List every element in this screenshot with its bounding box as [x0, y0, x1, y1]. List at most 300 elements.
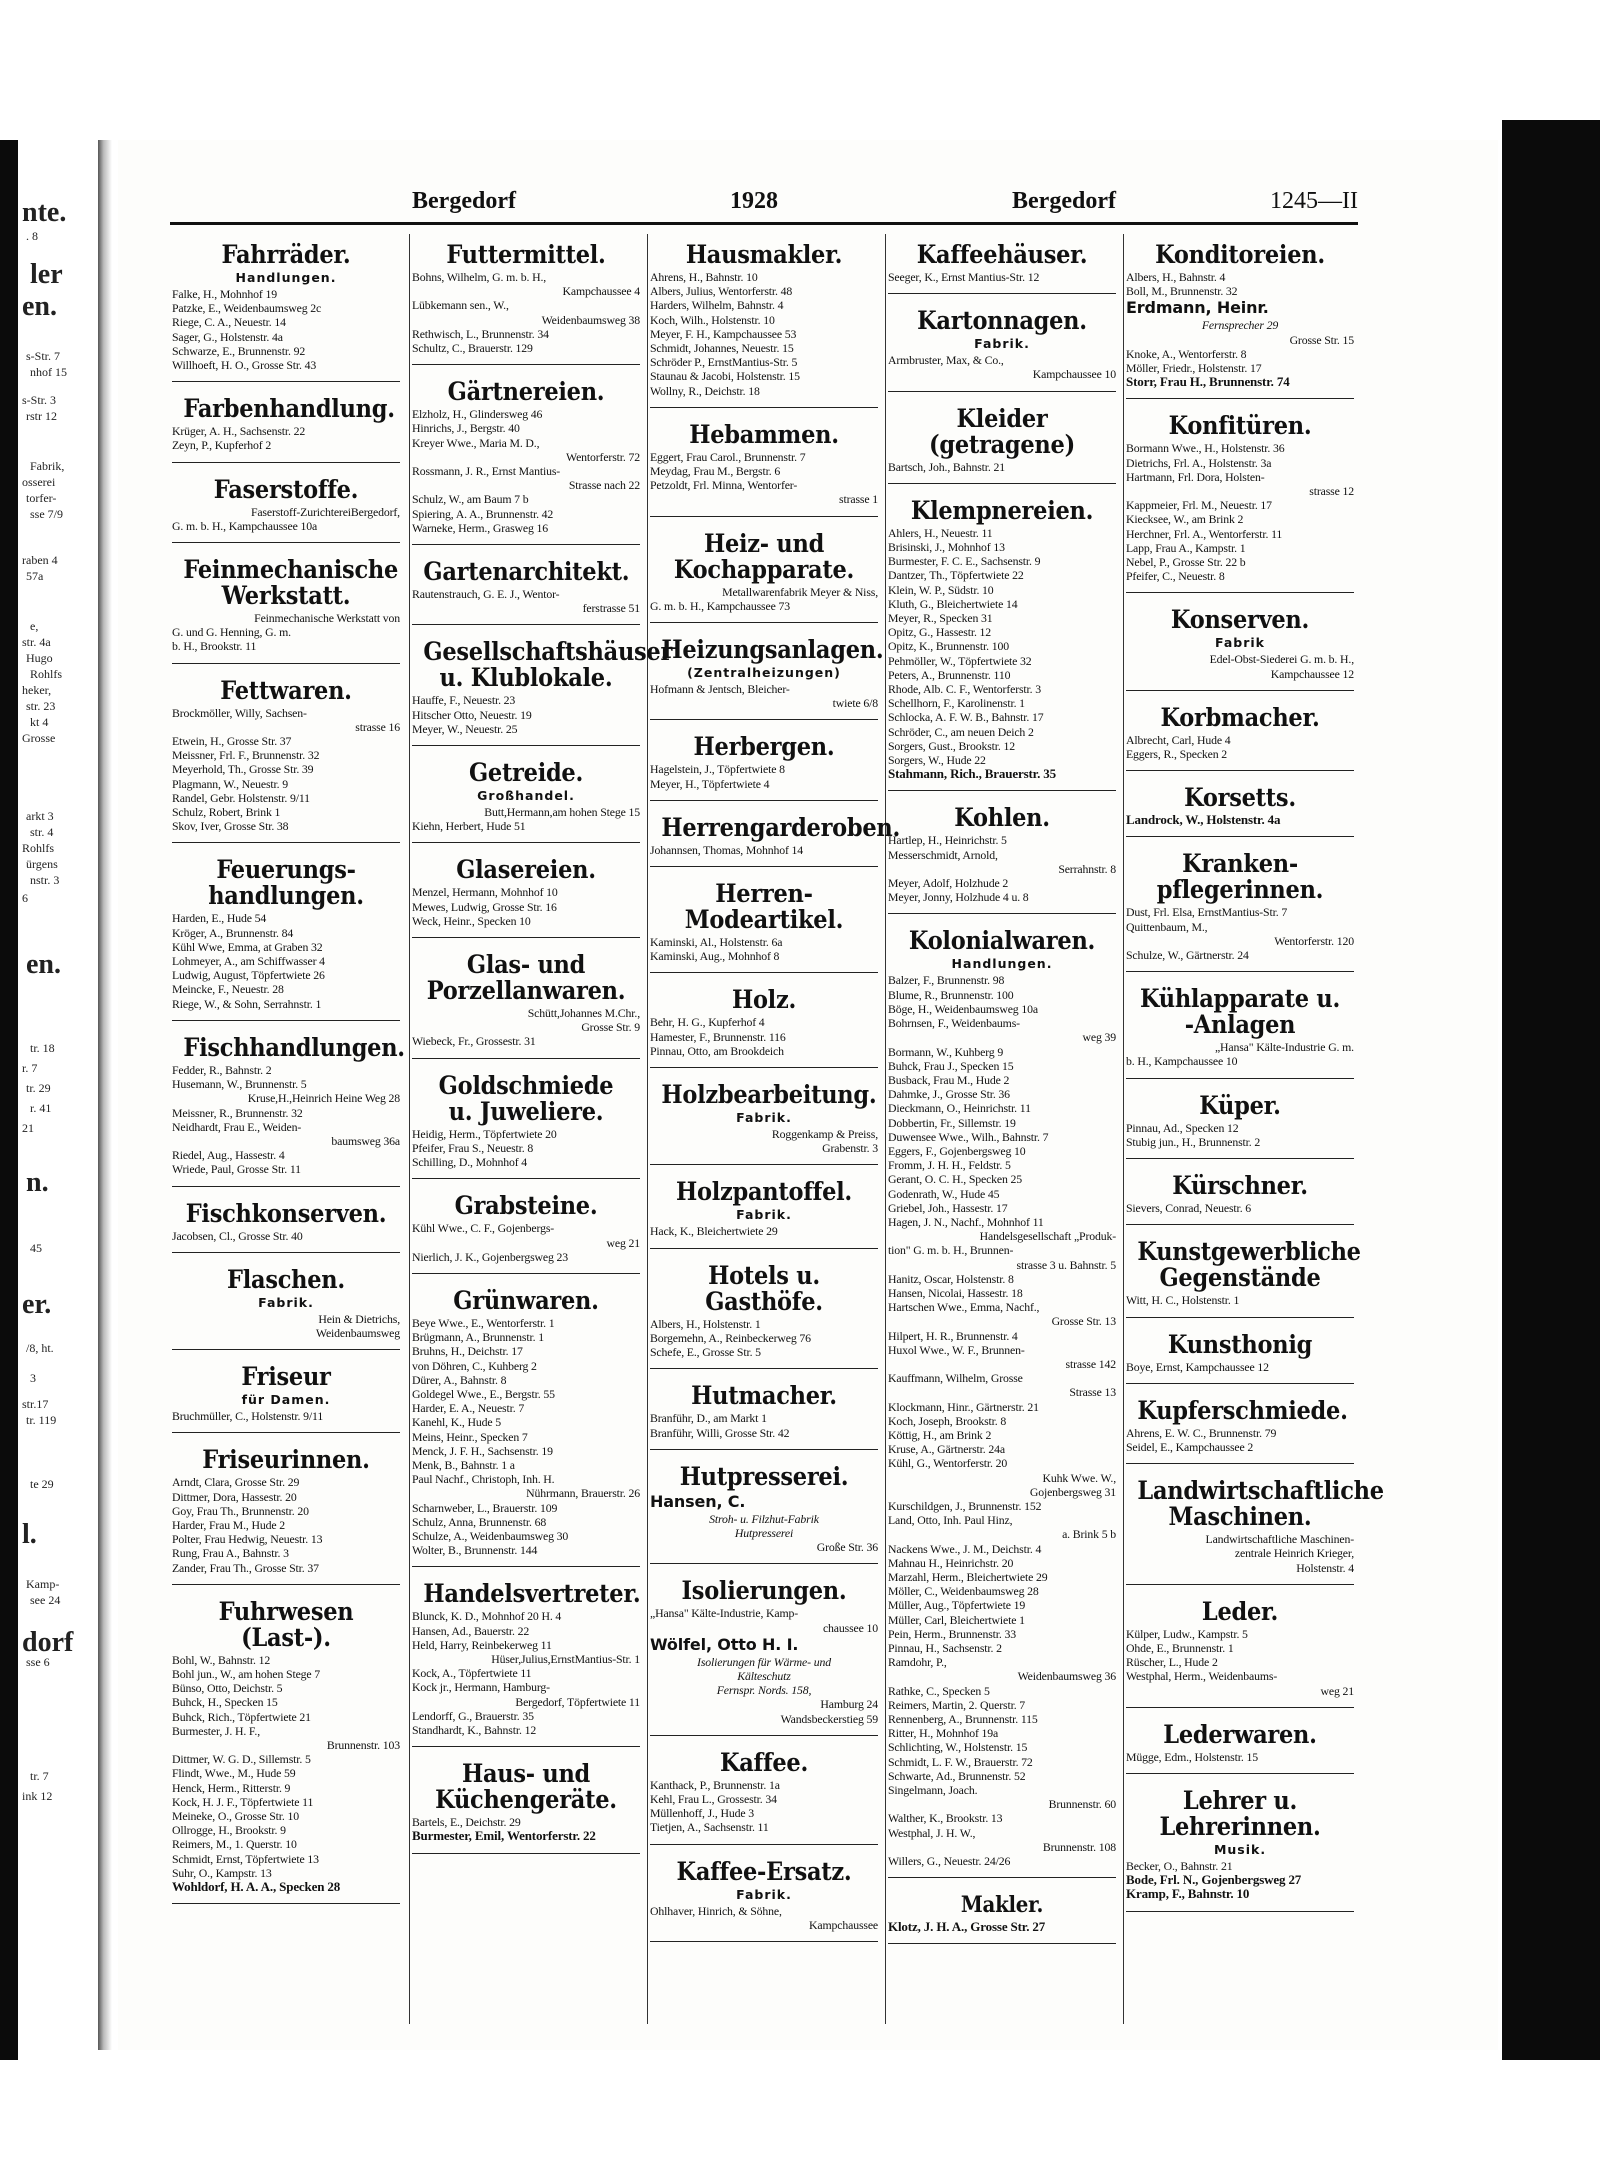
- directory-section: [888, 797, 1116, 914]
- directory-entry: Schmidt, Ernst, Töpfertwiete 13: [172, 1851, 319, 1866]
- directory-entry: Kröger, A., Brunnenstr. 84: [172, 925, 294, 940]
- directory-entry: Müllenhoff, J., Hude 3: [650, 1806, 754, 1821]
- directory-entry: Opitz, K., Brunnenstr. 100: [888, 639, 1009, 654]
- directory-entry: Rüscher, L., Hude 2: [1126, 1655, 1218, 1670]
- directory-entry: Storr, Frau H., Brunnenstr. 74: [1126, 374, 1290, 390]
- directory-entry: Fernspr. Nords. 158,: [716, 1683, 812, 1698]
- facing-page-fragment: [0, 150, 98, 2050]
- directory-section: [172, 1591, 400, 1904]
- directory-entry: Brügmann, A., Brunnenstr. 1: [412, 1330, 544, 1345]
- directory-section: [650, 523, 878, 623]
- section-subheading: Handlungen.: [235, 270, 337, 285]
- directory-entry: Ahrens, H., Bahnstr. 10: [650, 270, 758, 284]
- directory-entry: Kühl Wwe., C. F., Gojenbergs-: [412, 1221, 555, 1236]
- directory-entry: Burmester, F. C. E., Sachsenstr. 9: [888, 554, 1041, 569]
- directory-entry: Goy, Frau Th., Brunnenstr. 20: [172, 1503, 309, 1518]
- directory-section: [888, 920, 1116, 1878]
- directory-entry: „Hansa" Kälte-Industrie G. m.: [1214, 1040, 1354, 1055]
- facing-page-text-fragment: nte.: [22, 197, 67, 228]
- directory-entry: Schütt,Johannes M.Chr.,: [527, 1006, 640, 1021]
- section-heading: Gesellschaftshäuser u. Klublokale.: [423, 637, 673, 693]
- facing-page-text-fragment: raben 4: [22, 553, 58, 567]
- section-heading: Glas- und Porzellanwaren.: [426, 950, 626, 1006]
- directory-entry: Held, Harry, Reinbekerweg 11: [412, 1637, 552, 1652]
- directory-entry: a. Brink 5 b: [1062, 1527, 1116, 1542]
- facing-page-text-fragment: torfer-: [26, 491, 57, 505]
- directory-entry: Husemann, W., Brunnenstr. 5: [172, 1077, 307, 1092]
- section-heading: Friseur: [241, 1362, 331, 1392]
- section-heading: Heiz- und Kochapparate.: [673, 528, 855, 584]
- directory-entry: von Döhren, C., Kuhberg 2: [412, 1358, 537, 1373]
- directory-entry: Faserstoff-ZurichtereiBergedorf,: [250, 504, 400, 519]
- directory-section: [1126, 843, 1354, 972]
- directory-entry: Bergedorf, Töpfertwiete 11: [515, 1694, 640, 1709]
- directory-entry: Sager, G., Holstenstr. 4a: [172, 329, 283, 344]
- directory-entry: Holstenstr. 4: [1296, 1560, 1354, 1575]
- directory-entry: Pinnau, Ad., Specken 12: [1126, 1120, 1239, 1135]
- directory-entry: Sievers, Conrad, Neuestr. 6: [1126, 1201, 1252, 1216]
- section-heading: Friseurinnen.: [202, 1445, 370, 1475]
- directory-entry: Albers, Julius, Wentorferstr. 48: [650, 284, 793, 299]
- directory-section: [412, 1573, 640, 1747]
- directory-entry: Tietjen, A., Sachsenstr. 11: [650, 1820, 769, 1835]
- directory-section: [172, 549, 400, 664]
- directory-entry: Serrahnstr. 8: [1058, 861, 1116, 876]
- directory-entry: Koch, Wilh., Holstenstr. 10: [650, 312, 775, 327]
- directory-section: [650, 1171, 878, 1248]
- directory-entry: Becker, O., Bahnstr. 21: [1126, 1858, 1233, 1873]
- directory-entry: Seidel, E., Kampchaussee 2: [1126, 1439, 1254, 1454]
- facing-page-text-fragment: ink 12: [22, 1789, 53, 1803]
- directory-entry: Grabenstr. 3: [822, 1141, 878, 1156]
- directory-section: [412, 631, 673, 746]
- directory-entry: Nührmann, Brauerstr. 26: [526, 1486, 640, 1501]
- directory-entry: Eggert, Frau Carol., Brunnenstr. 7: [650, 449, 806, 464]
- directory-entry: Nebel, P., Grosse Str. 22 b: [1126, 555, 1246, 570]
- directory-column-5: [1126, 234, 1384, 2024]
- section-subheading: Fabrik: [1215, 635, 1265, 651]
- directory-column-3: [650, 234, 901, 2024]
- directory-entry: Möller, Friedr., Holstenstr. 17: [1126, 361, 1262, 376]
- directory-entry: Etwein, H., Grosse Str. 37: [172, 734, 292, 749]
- directory-entry: Stubig jun., H., Brunnenstr. 2: [1126, 1134, 1261, 1149]
- directory-entry: Lendorff, G., Brauerstr. 35: [412, 1708, 534, 1723]
- directory-entry: Weidenbaumsweg: [315, 1325, 400, 1340]
- directory-entry: Rathke, C., Specken 5: [888, 1683, 990, 1698]
- facing-page-text-fragment: kt 4: [30, 715, 49, 729]
- section-heading: Grabsteine.: [454, 1191, 598, 1221]
- directory-entry: Sorgers, Gust., Brookstr. 12: [888, 738, 1015, 753]
- directory-section: [650, 1375, 878, 1449]
- section-heading: Fettwaren.: [220, 675, 352, 705]
- directory-entry: Kehl, Frau L., Grossestr. 34: [650, 1791, 777, 1806]
- directory-entry: Dietrichs, Frl. A., Holstenstr. 3a: [1126, 455, 1272, 470]
- directory-entry: Köttig, H., am Brink 2: [888, 1427, 992, 1442]
- directory-section: [172, 670, 400, 844]
- directory-entry: Branführ, D., am Markt 1: [650, 1411, 767, 1426]
- directory-entry: Schulze, A., Weidenbaumsweg 30: [412, 1528, 569, 1543]
- directory-entry: Butt,Hermann,am hohen Stege 15: [484, 805, 640, 820]
- directory-entry: Hein & Dietrichs,: [318, 1311, 400, 1326]
- directory-entry: Rossmann, J. R., Ernst Mantius-: [412, 464, 561, 479]
- section-heading: Faserstoffe.: [213, 474, 359, 504]
- directory-entry: Sorgers, W., Hude 22: [888, 753, 986, 768]
- directory-entry: Meyer, W., Neuestr. 25: [412, 721, 518, 736]
- directory-entry: tion" G. m. b. H., Brunnen-: [888, 1243, 1014, 1258]
- section-heading: Kaffeehäuser.: [916, 240, 1088, 269]
- facing-page-text-fragment: Rohlfs: [30, 667, 63, 681]
- running-head-right: Bergedorf: [1012, 188, 1116, 214]
- facing-page-text-fragment: str. 4: [30, 825, 54, 839]
- facing-page-text-fragment: arkt 3: [26, 809, 54, 823]
- section-heading: Makler.: [960, 1892, 1044, 1919]
- section-heading: Farbenhandlung.: [183, 394, 395, 424]
- directory-section: [412, 371, 640, 545]
- directory-entry: Boll, M., Brunnenstr. 32: [1126, 284, 1238, 299]
- section-heading: Landwirtschaftliche Maschinen.: [1137, 1476, 1384, 1532]
- directory-entry: Klockmann, Hinr., Gärtnerstr. 21: [888, 1399, 1039, 1414]
- section-heading: Fischhandlungen.: [183, 1032, 405, 1062]
- directory-entry: Bünso, Otto, Deichstr. 5: [172, 1681, 283, 1696]
- directory-entry: Handelsgesellschaft „Produk-: [979, 1229, 1116, 1244]
- directory-entry: Zeyn, P., Kupferhof 2: [172, 438, 272, 453]
- section-heading: Kohlen.: [954, 803, 1050, 833]
- directory-section: [1126, 978, 1354, 1078]
- section-heading: Lederwaren.: [1163, 1719, 1317, 1749]
- directory-entry: Reimers, M., 1. Querstr. 10: [172, 1837, 297, 1852]
- directory-entry: Meyer, F. H., Kampchaussee 53: [650, 326, 797, 341]
- directory-section: [1126, 1780, 1354, 1912]
- directory-entry: Pinnau, H., Sachsenstr. 2: [888, 1641, 1002, 1656]
- section-subheading: Fabrik.: [736, 1110, 792, 1126]
- directory-entry: Kanthack, P., Brunnenstr. 1a: [650, 1777, 780, 1792]
- directory-entry: Meyer, H., Töpfertwiete 4: [650, 776, 770, 791]
- directory-entry: Kiecksee, W., am Brink 2: [1126, 512, 1244, 527]
- section-heading: Konserven.: [1170, 605, 1310, 635]
- directory-entry: Messerschmidt, Arnold,: [888, 847, 998, 862]
- directory-entry: Quittenbaum, M.,: [1126, 919, 1208, 934]
- directory-section: [888, 398, 1116, 484]
- section-heading: Konfitüren.: [1168, 411, 1312, 441]
- section-subheading: Fabrik.: [736, 1886, 792, 1902]
- facing-page-text-fragment: nhof 15: [30, 365, 67, 379]
- directory-entry: Burmester, J. H. F.,: [172, 1723, 260, 1738]
- directory-entry: Pinnau, Otto, am Brookdeich: [650, 1043, 784, 1058]
- directory-entry: Branführ, Willi, Grosse Str. 42: [650, 1425, 790, 1440]
- facing-page-text-fragment: nstr. 3: [30, 873, 60, 887]
- directory-entry: Brunnenstr. 108: [1042, 1839, 1116, 1854]
- section-heading: Hotels u. Gasthöfe.: [705, 1260, 823, 1316]
- directory-entry: b. H., Kampchaussee 10: [1126, 1054, 1238, 1069]
- directory-section: [172, 388, 400, 462]
- directory-entry: b. H., Brookstr. 11: [172, 639, 257, 654]
- directory-entry: Erdmann, Heinr.: [1126, 298, 1269, 318]
- directory-entry: Isolierungen für Wärme- und: [697, 1654, 831, 1669]
- header-rule: [170, 222, 1358, 225]
- section-heading: Haus- und Küchengeräte.: [435, 1759, 617, 1815]
- directory-entry: weg 21: [1320, 1683, 1354, 1698]
- directory-section: [650, 1570, 878, 1735]
- directory-entry: Marzahl, Herm., Bleichertwiete 29: [888, 1570, 1048, 1585]
- directory-entry: Borgemehn, A., Reinbeckerweg 76: [650, 1330, 811, 1345]
- directory-entry: Weidenbaumsweg 36: [1017, 1669, 1116, 1684]
- directory-column-4: [888, 234, 1116, 2024]
- directory-entry: Wohldorf, H. A. A., Specken 28: [172, 1879, 341, 1894]
- directory-entry: Walther, K., Brookstr. 13: [888, 1811, 1003, 1826]
- directory-entry: Dittmer, Dora, Hassestr. 20: [172, 1489, 297, 1504]
- directory-entry: Kühl Wwe, Emma, at Graben 32: [172, 939, 323, 954]
- directory-section: [172, 469, 400, 543]
- page-number: 1245—II: [1270, 188, 1358, 214]
- section-heading: Hutmacher.: [691, 1381, 837, 1411]
- directory-entry: Burmester, Emil, Wentorferstr. 22: [412, 1828, 596, 1844]
- directory-section: [412, 1280, 640, 1567]
- directory-entry: Behr, H. G., Kupferhof 4: [650, 1015, 765, 1030]
- directory-entry: Grosse Str. 13: [1051, 1314, 1116, 1329]
- directory-entry: Harders, Wilhelm, Bahnstr. 4: [650, 298, 784, 313]
- directory-entry: Kurschildgen, J., Brunnenstr. 152: [888, 1499, 1042, 1513]
- directory-entry: Rautenstrauch, G. E. J., Wentor-: [412, 587, 560, 602]
- facing-page-text-fragment: heker,: [22, 683, 52, 697]
- directory-entry: Petzoldt, Frl. Minna, Wentorfer-: [650, 478, 798, 493]
- directory-entry: Rethwisch, L., Brunnenstr. 34: [412, 326, 549, 341]
- directory-column-2: [412, 234, 673, 2024]
- directory-section: [1126, 1714, 1354, 1774]
- directory-entry: Schulz, Anna, Brunnenstr. 68: [412, 1514, 547, 1529]
- section-heading: Herrengarderoben.: [661, 812, 901, 842]
- directory-section: [412, 1185, 640, 1274]
- directory-entry: Paul Nachf., Christoph, Inh. H.: [412, 1472, 555, 1487]
- section-heading: Heizungsanlagen.: [661, 635, 884, 665]
- directory-section: [1126, 1390, 1354, 1464]
- directory-entry: Polter, Frau Hedwig, Neuestr. 13: [172, 1532, 323, 1547]
- directory-entry: Menck, J. F. H., Sachsenstr. 19: [412, 1443, 553, 1458]
- directory-entry: Pehmöller, W., Töpfertwiete 32: [888, 653, 1032, 668]
- directory-entry: Nierlich, J. K., Gojenbergsweg 23: [412, 1249, 569, 1264]
- directory-entry: Dürer, A., Bahnstr. 8: [412, 1372, 507, 1387]
- directory-section: [888, 234, 1116, 294]
- directory-entry: Armbruster, Max, & Co.,: [888, 353, 1004, 368]
- directory-section: [650, 1074, 878, 1165]
- directory-entry: Jacobsen, Cl., Grosse Str. 40: [172, 1228, 303, 1243]
- directory-entry: G. m. b. H., Kampchaussee 73: [650, 598, 790, 613]
- directory-entry: Schultz, C., Brauerstr. 129: [412, 341, 533, 356]
- directory-entry: Hack, K., Bleichertwiete 29: [650, 1224, 778, 1239]
- facing-page-text-fragment: r. 7: [22, 1061, 38, 1075]
- directory-entry: Pfeifer, C., Neuestr. 8: [1126, 569, 1225, 584]
- directory-entry: Zander, Frau Th., Grosse Str. 37: [172, 1560, 319, 1575]
- directory-entry: Johannsen, Thomas, Mohnhof 14: [650, 842, 804, 857]
- directory-entry: Wölfel, Otto H. I.: [650, 1634, 799, 1654]
- directory-entry: Rennenberg, A., Brunnenstr. 115: [888, 1712, 1038, 1727]
- section-heading: Lehrer u. Lehrerinnen.: [1159, 1785, 1321, 1841]
- directory-entry: Harder, Frau M., Hude 2: [172, 1517, 286, 1532]
- directory-section: [1126, 1165, 1354, 1225]
- facing-page-text-fragment: str. 23: [26, 699, 56, 713]
- facing-page-text-fragment: . 8: [26, 229, 38, 243]
- directory-entry: „Hansa" Kälte-Industrie, Kamp-: [650, 1606, 799, 1621]
- directory-entry: Blume, R., Brunnenstr. 100: [888, 987, 1014, 1002]
- directory-entry: Menzel, Hermann, Mohnhof 10: [412, 885, 558, 900]
- section-heading: Herren- Modeartikel.: [684, 879, 844, 935]
- directory-entry: Blunck, K. D., Mohnhof 20 H. 4: [412, 1609, 562, 1624]
- directory-entry: strasse 16: [355, 719, 400, 734]
- directory-entry: Kock, A., Töpfertwiete 11: [412, 1666, 532, 1681]
- facing-page-text-fragment: te 29: [30, 1477, 54, 1491]
- facing-page-text-fragment: 45: [30, 1241, 42, 1255]
- directory-entry: G. m. b. H., Kampchaussee 10a: [172, 518, 318, 533]
- directory-entry: Hinrichs, J., Bergstr. 40: [412, 421, 520, 436]
- directory-entry: Kaminski, Al., Holstenstr. 6a: [650, 935, 783, 950]
- directory-entry: Willhoeft, H. O., Grosse Str. 43: [172, 358, 317, 373]
- directory-entry: ferstrasse 51: [582, 601, 640, 616]
- directory-entry: Buhck, Frau J., Specken 15: [888, 1058, 1014, 1073]
- directory-entry: Willers, G., Neuestr. 24/26: [888, 1854, 1011, 1869]
- directory-section: [650, 629, 884, 720]
- directory-entry: Strasse nach 22: [568, 478, 640, 493]
- directory-entry: Hutpresserei: [734, 1525, 794, 1540]
- directory-entry: Dahmke, J., Grosse Str. 36: [888, 1087, 1010, 1102]
- directory-entry: Hofmann & Jentsch, Bleicher-: [650, 682, 790, 697]
- directory-section: [650, 414, 878, 517]
- directory-entry: Böge, H., Weidenbaumsweg 10a: [888, 1001, 1038, 1016]
- directory-entry: Weidenbaumsweg 38: [541, 312, 640, 327]
- directory-entry: Schwarze, E., Brunnenstr. 92: [172, 343, 306, 358]
- directory-entry: Bohl, W., Bahnstr. 12: [172, 1652, 271, 1667]
- directory-entry: Heidig, Herm., Töpfertwiete 20: [412, 1126, 557, 1141]
- directory-section: [172, 234, 400, 382]
- directory-section: [650, 1255, 878, 1370]
- section-heading: Futtermittel.: [446, 240, 606, 269]
- directory-entry: Boye, Ernst, Kampchaussee 12: [1126, 1359, 1269, 1374]
- directory-entry: Hilpert, H. R., Brunnenstr. 4: [888, 1328, 1018, 1343]
- section-heading: Küper.: [1199, 1090, 1281, 1120]
- directory-entry: Wentorferstr. 120: [1274, 933, 1354, 948]
- directory-entry: Grosse Str. 9: [581, 1020, 640, 1035]
- directory-entry: strasse 142: [1065, 1356, 1116, 1371]
- directory-entry: Huxol Wwe., W. F., Brunnen-: [888, 1342, 1025, 1357]
- directory-entry: Knoke, A., Wentorferstr. 8: [1126, 346, 1247, 361]
- directory-entry: Godenrath, W., Hude 45: [888, 1186, 1000, 1201]
- directory-section: [1126, 697, 1354, 771]
- directory-entry: Wiebeck, Fr., Grossestr. 31: [412, 1034, 536, 1049]
- directory-entry: Ollrogge, H., Brookstr. 9: [172, 1823, 286, 1838]
- directory-entry: Kühl, G., Wentorferstr. 20: [888, 1456, 1008, 1471]
- directory-section: [412, 849, 640, 938]
- running-head-left: Bergedorf: [412, 188, 516, 214]
- directory-entry: baumsweg 36a: [331, 1133, 400, 1148]
- section-heading: Feuerungs- handlungen.: [208, 855, 364, 911]
- directory-entry: Roggenkamp & Preiss,: [771, 1127, 878, 1142]
- directory-columns: [172, 234, 1384, 2024]
- directory-section: [172, 849, 400, 1020]
- section-heading: Hutpresserei.: [679, 1461, 849, 1491]
- directory-entry: Meissner, Frl. F., Brunnenstr. 32: [172, 748, 320, 763]
- running-head: [170, 188, 1358, 218]
- directory-entry: Fromm, J. H. H., Feldstr. 5: [888, 1158, 1011, 1173]
- section-heading: Glasereien.: [456, 855, 596, 885]
- section-subheading: (Zentralheizungen): [687, 665, 841, 681]
- directory-entry: Hauffe, F., Neuestr. 23: [412, 693, 516, 708]
- directory-entry: Schröder, C., am neuen Deich 2: [888, 724, 1034, 739]
- facing-page-text-fragment: tr. 119: [26, 1413, 57, 1427]
- facing-page-text-fragment: s-Str. 7: [26, 349, 61, 363]
- right-scan-border: [1502, 120, 1600, 2060]
- directory-entry: Eggers, R., Specken 2: [1126, 747, 1228, 762]
- section-heading: Leder.: [1201, 1596, 1279, 1626]
- section-subheading: Fabrik.: [974, 336, 1030, 352]
- directory-entry: Bruchmüller, C., Holstenstr. 9/11: [172, 1409, 324, 1424]
- directory-entry: Kampchaussee 4: [562, 284, 640, 299]
- directory-entry: Westphal, J. H. W.,: [888, 1825, 976, 1840]
- facing-page-text-fragment: tr. 18: [30, 1041, 55, 1055]
- directory-entry: Koch, Joseph, Brookstr. 8: [888, 1413, 1007, 1428]
- directory-entry: Schulze, W., Gärtnerstr. 24: [1126, 948, 1249, 963]
- directory-section: [412, 551, 640, 625]
- directory-entry: Albers, H., Holstenstr. 1: [650, 1316, 761, 1331]
- directory-entry: Kauffmann, Wilhelm, Grosse: [888, 1371, 1023, 1386]
- directory-entry: Suhr, O., Kampstr. 13: [172, 1865, 272, 1880]
- facing-page-text-fragment: en.: [22, 291, 57, 322]
- directory-entry: Menk, B., Bahnstr. 1 a: [412, 1457, 515, 1472]
- section-heading: Kleider (getragene): [929, 403, 1075, 459]
- directory-entry: Fedder, R., Bahnstr. 2: [172, 1062, 272, 1077]
- directory-entry: Witt, H. C., Holstenstr. 1: [1126, 1293, 1240, 1308]
- directory-entry: Schwarte, Ad., Brunnenstr. 52: [888, 1768, 1026, 1783]
- directory-entry: Ramdohr, P.,: [888, 1655, 947, 1670]
- directory-entry: Bohrnsen, F., Weidenbaums-: [888, 1016, 1020, 1031]
- facing-page-text-fragment: e,: [30, 619, 39, 633]
- directory-entry: Nackens Wwe., J. M., Deichstr. 4: [888, 1541, 1042, 1556]
- directory-entry: Rung, Frau A., Bahnstr. 3: [172, 1546, 289, 1561]
- directory-section: [412, 1753, 640, 1853]
- section-heading: Kolonialwaren.: [908, 926, 1096, 956]
- directory-entry: Bode, Frl. N., Gojenbergsweg 27: [1126, 1872, 1302, 1888]
- directory-entry: zentrale Heinrich Krieger,: [1234, 1546, 1354, 1561]
- directory-entry: G. und G. Henning, G. m.: [172, 625, 291, 640]
- directory-entry: Flindt, Wwe., M., Hude 59: [172, 1766, 296, 1781]
- directory-entry: Dantzer, Th., Töpfertwiete 22: [888, 568, 1024, 583]
- directory-entry: Hagelstein, J., Töpfertwiete 8: [650, 762, 785, 777]
- section-heading: Hausmakler.: [685, 240, 843, 269]
- running-head-year: 1928: [730, 188, 778, 214]
- facing-page-text-fragment: see 24: [30, 1593, 61, 1607]
- directory-entry: Westphal, Herm., Weidenbaums-: [1126, 1669, 1278, 1684]
- directory-entry: Meyer, Adolf, Holzhude 2: [888, 876, 1009, 891]
- directory-section: [650, 873, 878, 973]
- directory-entry: Große Str. 36: [816, 1540, 878, 1555]
- directory-entry: Arndt, Clara, Grosse Str. 29: [172, 1475, 300, 1490]
- directory-entry: Kock jr., Hermann, Hamburg-: [412, 1680, 550, 1695]
- facing-page-text-fragment: r. 41: [30, 1101, 52, 1115]
- directory-entry: Harder, E. A., Neuestr. 7: [412, 1401, 525, 1416]
- directory-entry: Albrecht, Carl, Hude 4: [1126, 732, 1231, 747]
- directory-entry: Kruse,H.,Heinrich Heine Weg 28: [247, 1091, 400, 1106]
- section-subheading: für Damen.: [241, 1392, 331, 1408]
- directory-entry: Kluth, G., Bleichertwiete 14: [888, 596, 1018, 611]
- section-heading: Grünwaren.: [453, 1285, 599, 1315]
- directory-section: [1126, 1470, 1384, 1585]
- section-heading: Flaschen.: [227, 1264, 345, 1294]
- section-heading: Isolierungen.: [681, 1576, 847, 1606]
- directory-entry: Müller, Aug., Töpfertwiete 19: [888, 1598, 1026, 1613]
- facing-page-text-fragment: str.17: [22, 1397, 49, 1411]
- section-heading: Gärtnereien.: [447, 377, 605, 407]
- facing-page-text-fragment: sse 6: [26, 1655, 50, 1669]
- directory-entry: Kanehl, K., Hude 5: [412, 1415, 502, 1430]
- facing-page-text-fragment: 57a: [26, 569, 44, 583]
- section-heading: Kaffee.: [719, 1747, 809, 1777]
